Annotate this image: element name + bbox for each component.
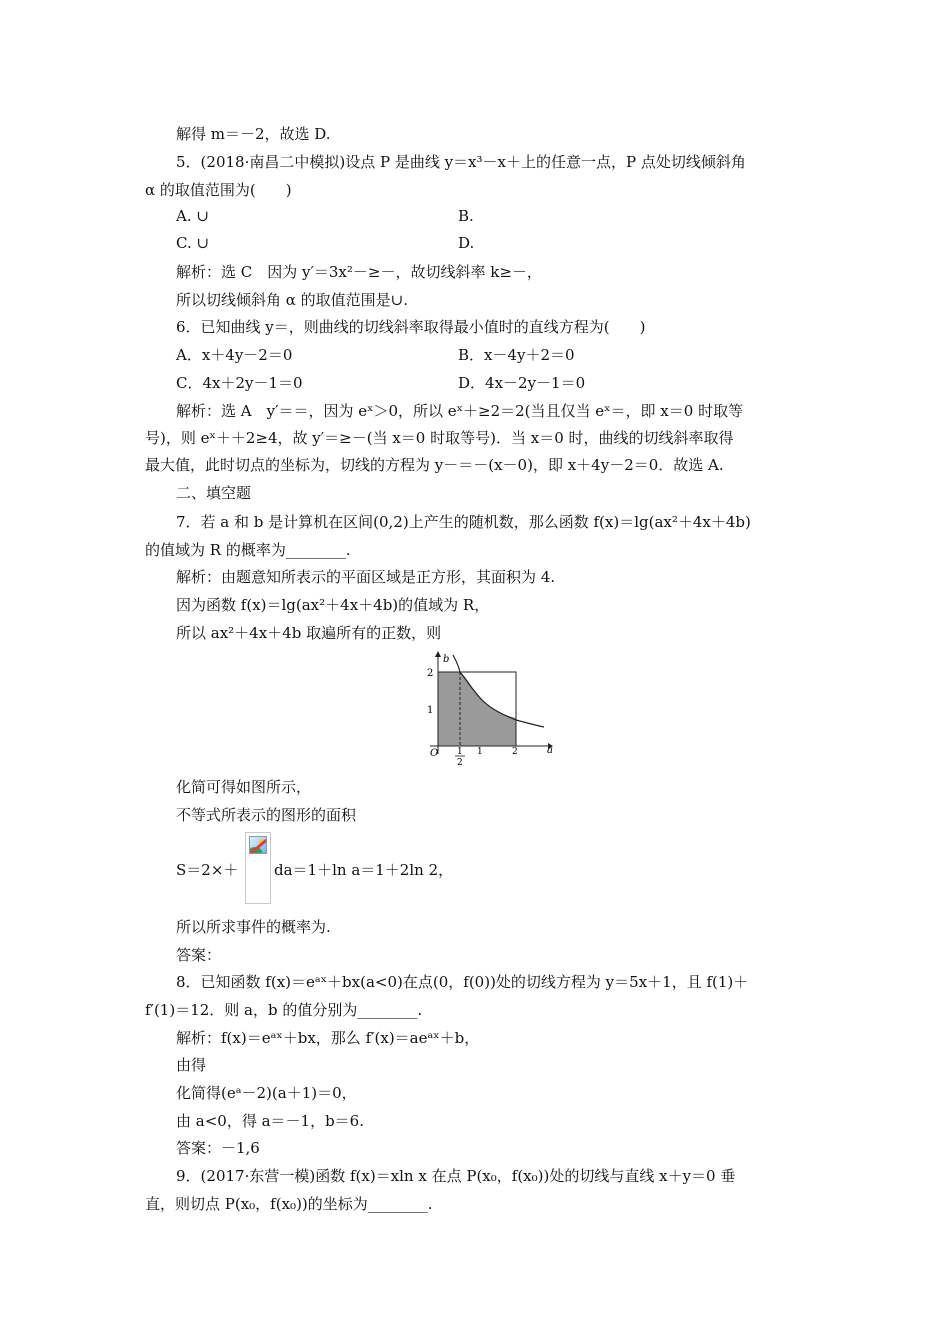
line-3: α 的取值范围为( ) [145,181,292,199]
answer-q7: 答案： [176,946,222,964]
x-tick-2: 2 [512,747,518,757]
line-20: 解析：由题意知所表示的平面区域是正方形，其面积为 4. [176,568,556,586]
line-27: 所以所求事件的概率为. [176,918,331,936]
option-a-q6: A．x＋4y－2＝0 [176,346,293,364]
x-tick-half-den: 2 [457,758,463,768]
shaded-region [438,672,516,746]
y-tick-2: 2 [427,668,434,679]
option-c-q5: C. ∪ [176,234,210,252]
y-axis-arrow [435,651,441,657]
option-d-q5: D. [458,234,475,252]
line-19: 的值域为 R 的概率为________. [145,541,351,559]
line-25: 不等式所表示的图形的面积 [176,806,357,824]
option-b-q5: B. [458,207,474,225]
option-d-q6: D．4x－2y－1＝0 [458,374,586,392]
x-axis-label: a [547,745,553,756]
x-tick-1: 1 [477,747,483,757]
option-c-q6: C．4x＋2y－1＝0 [176,374,303,392]
option-b-q6: B．x－4y＋2＝0 [458,346,575,364]
line-37: 直，则切点 P(x₀，f(x₀))的坐标为________. [145,1195,433,1213]
line-30: f′(1)＝12．则 a，b 的值分别为________. [145,1001,423,1019]
line-1: 解得 m＝－2，故选 D. [176,125,331,143]
area-formula-left: S＝2×＋ [176,861,239,879]
section-heading: 二、填空题 [176,484,252,502]
origin-label: O [430,748,439,759]
line-q6: 6．已知曲线 y＝，则曲线的切线斜率取得最小值时的直线方程为( ) [176,318,646,336]
region-graph [420,650,560,770]
line-22: 所以 ax²＋4x＋4b 取遍所有的正数，则 [176,624,442,642]
line-21: 因为函数 f(x)＝lg(ax²＋4x＋4b)的值域为 R， [176,596,490,614]
x-tick-half-num: 1 [457,747,463,757]
line-15: 号)，则 eˣ＋＋2≥4，故 y′＝≥－(当 x＝0 时取等号)．当 x＝0 时，曲线的切线斜率取得 [145,429,734,447]
option-a-q5: A. ∪ [176,207,209,225]
line-q5: 5．(2018·南昌二中模拟)设点 P 是曲线 y＝x³－x＋上的任意一点，P 点处切线倾斜角 [176,153,746,171]
line-33: 化简得(eᵃ－2)(a＋1)＝0， [176,1084,357,1102]
line-31: 解析：f(x)＝eᵃˣ＋bx，那么 f′(x)＝aeᵃˣ＋b， [176,1029,480,1047]
line-16: 最大值，此时切点的坐标为，切线的方程为 y－＝－(x－0)，即 x＋4y－2＝0．故选 A. [145,456,724,474]
answer-q8: 答案：－1,6 [176,1139,260,1157]
broken-image-icon [245,832,271,904]
line-24: 化简可得如图所示， [176,778,312,796]
line-8: 所以切线倾斜角 α 的取值范围是∪. [176,291,409,309]
image-thumbnail-icon [249,836,267,854]
y-tick-1: 1 [427,705,434,716]
line-q8: 8．已知函数 f(x)＝eᵃˣ＋bx(a<0)在点(0，f(0))处的切线方程为 y＝5x＋1，且 f(1)＋ [176,973,749,991]
line-32: 由得 [176,1056,207,1074]
line-q9: 9．(2017·东营一模)函数 f(x)＝xln x 在点 P(x₀，f(x₀))处的切线与直线 x＋y＝0 垂 [176,1167,736,1185]
y-axis-label: b [443,654,450,665]
line-q7: 7．若 a 和 b 是计算机在区间(0,2)上产生的随机数，那么函数 f(x)＝lg(ax²＋4x＋4b) [176,513,751,531]
area-formula-right: da＝1＋ln a＝1＋2ln 2， [274,861,454,879]
line-34: 由 a<0，得 a＝－1，b＝6. [176,1112,364,1130]
line-7: 解析：选 C 因为 y′＝3x²－≥－，故切线斜率 k≥－， [176,263,542,281]
line-14: 解析：选 A y′＝＝，因为 eˣ＞0，所以 eˣ＋≥2＝2(当且仅当 eˣ＝，即 x＝0 时取等 [176,402,744,420]
